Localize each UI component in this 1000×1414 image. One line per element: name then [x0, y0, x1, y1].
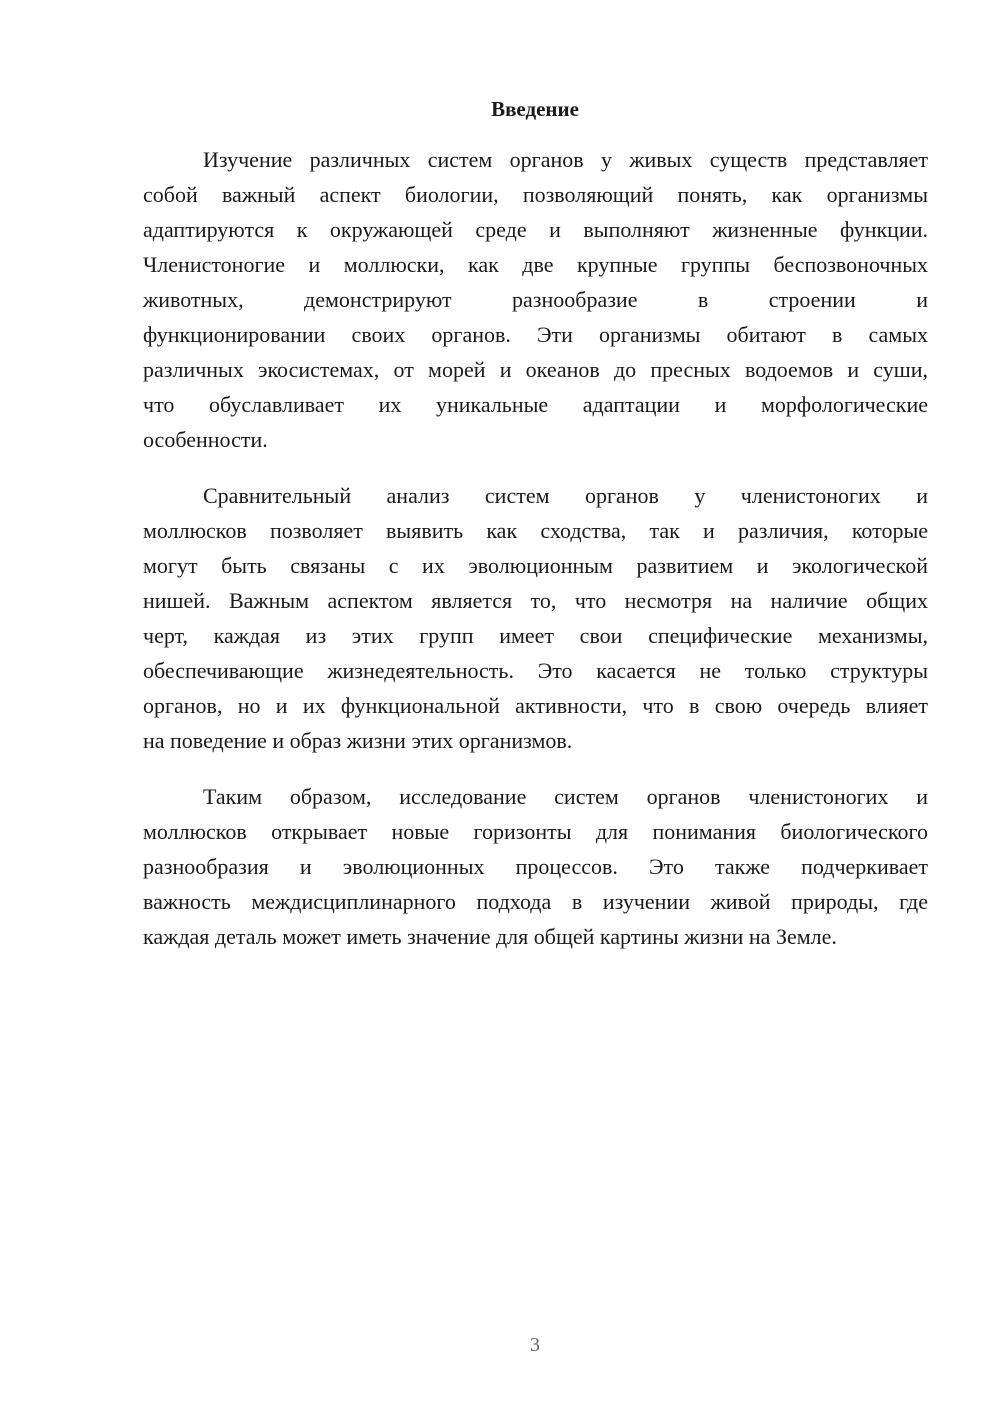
paragraph: [143, 478, 928, 758]
page-number: 3: [530, 1334, 540, 1356]
text-line: различных экосистемах, от морей и океанов до пресных водоемов и суши,: [143, 357, 928, 382]
text-line: разнообразия и эволюционных процессов. Это также подчеркивает: [143, 854, 928, 879]
text-line: органов, но и их функциональной активности, что в свою очередь влияет: [143, 693, 928, 718]
text-line: Членистоногие и моллюски, как две крупные группы беспозвоночных: [143, 252, 928, 277]
text-line: моллюсков позволяет выявить как сходства, так и различия, которые: [143, 518, 928, 543]
text-line: нишей. Важным аспектом является то, что несмотря на наличие общих: [143, 588, 928, 613]
text-line: функционировании своих органов. Эти организмы обитают в самых: [143, 322, 928, 347]
text-line: животных, демонстрируют разнообразие в строении и: [143, 287, 928, 312]
text-line: собой важный аспект биологии, позволяющий понять, как организмы: [143, 182, 928, 207]
text-line: Сравнительный анализ систем органов у членистоногих и: [203, 483, 928, 508]
body-text: [143, 142, 928, 975]
text-line: моллюсков открывает новые горизонты для понимания биологического: [143, 819, 928, 844]
paragraph: [143, 142, 928, 457]
text-line: адаптируются к окружающей среде и выполняют жизненные функции.: [143, 217, 928, 242]
text-line: что обуславливает их уникальные адаптации и морфологические: [143, 392, 928, 417]
text-line: могут быть связаны с их эволюционным развитием и экологической: [143, 553, 928, 578]
section-title: Введение: [491, 97, 579, 121]
text-line: черт, каждая из этих групп имеет свои специфические механизмы,: [143, 623, 928, 648]
text-line: обеспечивающие жизнедеятельность. Это касается не только структуры: [143, 658, 928, 683]
text-line: каждая деталь может иметь значение для общей картины жизни на Земле.: [143, 924, 837, 949]
text-line: важность междисциплинарного подхода в изучении живой природы, где: [143, 889, 928, 914]
text-line: на поведение и образ жизни этих организмов.: [143, 728, 573, 753]
text-line: особенности.: [143, 427, 268, 452]
text-line: Таким образом, исследование систем органов членистоногих и: [203, 784, 928, 809]
paragraph: [143, 779, 928, 954]
text-line: Изучение различных систем органов у живых существ представляет: [203, 147, 928, 172]
